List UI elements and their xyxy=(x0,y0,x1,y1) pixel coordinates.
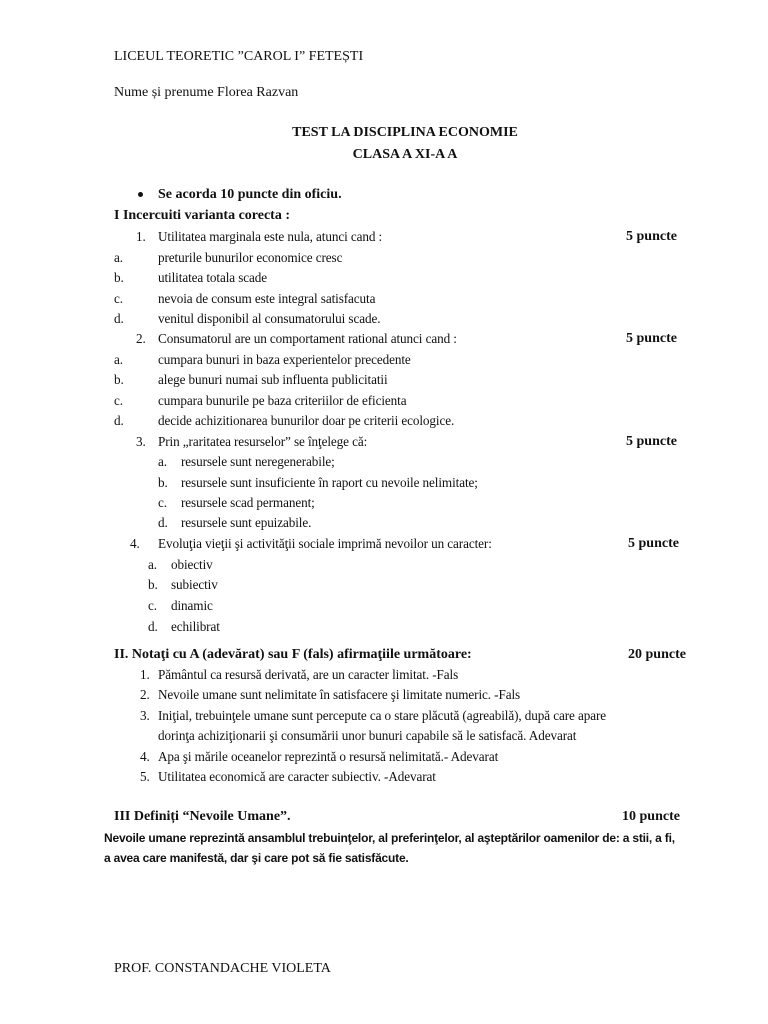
question-points: 5 puncte xyxy=(626,331,677,346)
option-letter: a. xyxy=(114,250,123,265)
option-letter: c. xyxy=(114,291,123,306)
item-text: Iniţial, trebuinţele umane sunt percepute ca o stare plăcută (agreabilă), după care apare xyxy=(158,708,607,723)
option-letter: a. xyxy=(114,352,123,367)
option-text: preturile bunurilor economice cresc xyxy=(158,250,343,265)
question-text: Consumatorul are un comportament rational atunci cand : xyxy=(158,331,457,346)
teacher-name: PROF. CONSTANDACHE VIOLETA xyxy=(114,961,331,976)
section1-title: I Incercuiti varianta corecta : xyxy=(114,208,290,223)
option-text: obiectiv xyxy=(171,557,213,572)
question-points: 5 puncte xyxy=(626,434,677,449)
item-text: Pământul ca resursă derivată, are un caracter limitat. -Fals xyxy=(158,667,459,682)
option-text: echilibrat xyxy=(171,619,220,634)
item-text: Utilitatea economică are caracter subiectiv. -Adevarat xyxy=(158,769,436,784)
section3-answer-line1: Nevoile umane reprezintă ansamblul trebuinţelor, al preferinţelor, al aşteptărilor oamenilor de: a stii, a fi, xyxy=(104,831,675,845)
option-letter: c. xyxy=(158,495,167,510)
question-points: 5 puncte xyxy=(626,229,677,244)
item-number: 1. xyxy=(140,667,150,682)
item-number: 4. xyxy=(140,749,150,764)
class-title: CLASA A XI-A A xyxy=(352,147,458,162)
student-name: Nume și prenume Florea Razvan xyxy=(114,85,299,100)
option-text: resursele scad permanent; xyxy=(181,495,315,510)
option-letter: b. xyxy=(114,372,124,387)
option-text: subiectiv xyxy=(171,577,218,592)
item-text: Apa şi mările oceanelor reprezintă o resursă nelimitată.- Adevarat xyxy=(158,749,499,764)
question-text: Prin „raritatea resurselor” se înţelege că: xyxy=(158,434,368,449)
option-letter: c. xyxy=(114,393,123,408)
option-text: resursele sunt insuficiente în raport cu nevoile nelimitate; xyxy=(181,475,478,490)
item-text: Nevoile umane sunt nelimitate în satisfacere şi limitate numeric. -Fals xyxy=(158,687,521,702)
option-letter: d. xyxy=(148,619,158,634)
school-name: LICEUL TEORETIC ”CAROL I” FETEȘTI xyxy=(114,49,364,64)
bullet-icon xyxy=(138,192,143,197)
option-letter: b. xyxy=(158,475,168,490)
option-text: venitul disponibil al consumatorului scade. xyxy=(158,311,381,326)
item-number: 5. xyxy=(140,769,150,784)
question-number: 1. xyxy=(136,229,146,244)
option-text: resursele sunt neregenerabile; xyxy=(181,454,335,469)
section2-points: 20 puncte xyxy=(628,647,686,662)
section3-answer-line2: a avea care manifestă, dar şi care pot să fie satisfăcute. xyxy=(104,851,409,865)
test-title: TEST LA DISCIPLINA ECONOMIE xyxy=(292,125,518,140)
option-text: nevoia de consum este integral satisfacuta xyxy=(158,291,376,306)
question-text: Utilitatea marginala este nula, atunci cand : xyxy=(158,229,383,244)
item-number: 3. xyxy=(140,708,150,723)
option-text: cumpara bunurile pe baza criteriilor de eficienta xyxy=(158,393,407,408)
option-letter: b. xyxy=(114,270,124,285)
bonus-points-note: Se acorda 10 puncte din oficiu. xyxy=(158,187,342,202)
option-letter: d. xyxy=(114,413,124,428)
option-letter: d. xyxy=(158,515,168,530)
option-letter: c. xyxy=(148,598,157,613)
option-text: utilitatea totala scade xyxy=(158,270,268,285)
question-number: 4. xyxy=(130,536,140,551)
option-text: decide achizitionarea bunurilor doar pe criterii ecologice. xyxy=(158,413,455,428)
option-text: resursele sunt epuizabile. xyxy=(181,515,312,530)
option-text: dinamic xyxy=(171,598,213,613)
option-letter: a. xyxy=(148,557,157,572)
section3-points: 10 puncte xyxy=(622,809,680,824)
item-text-continued: dorinţa achiziţionarii şi consumării unor bunuri capabile să le satisfacă. Adevarat xyxy=(158,728,577,743)
section3-title: III Definiți “Nevoile Umane”. xyxy=(114,809,291,824)
item-number: 2. xyxy=(140,687,150,702)
option-letter: a. xyxy=(158,454,167,469)
option-letter: b. xyxy=(148,577,158,592)
question-text: Evoluţia vieţii şi activităţii sociale imprimă nevoilor un caracter: xyxy=(158,536,492,551)
question-number: 3. xyxy=(136,434,146,449)
option-text: alege bunuri numai sub influenta publicitatii xyxy=(158,372,388,387)
option-letter: d. xyxy=(114,311,124,326)
question-number: 2. xyxy=(136,331,146,346)
section2-title: II. Notaţi cu A (adevărat) sau F (fals) afirmaţiile următoare: xyxy=(114,647,472,662)
option-text: cumpara bunuri in baza experientelor precedente xyxy=(158,352,411,367)
question-points: 5 puncte xyxy=(628,536,679,551)
